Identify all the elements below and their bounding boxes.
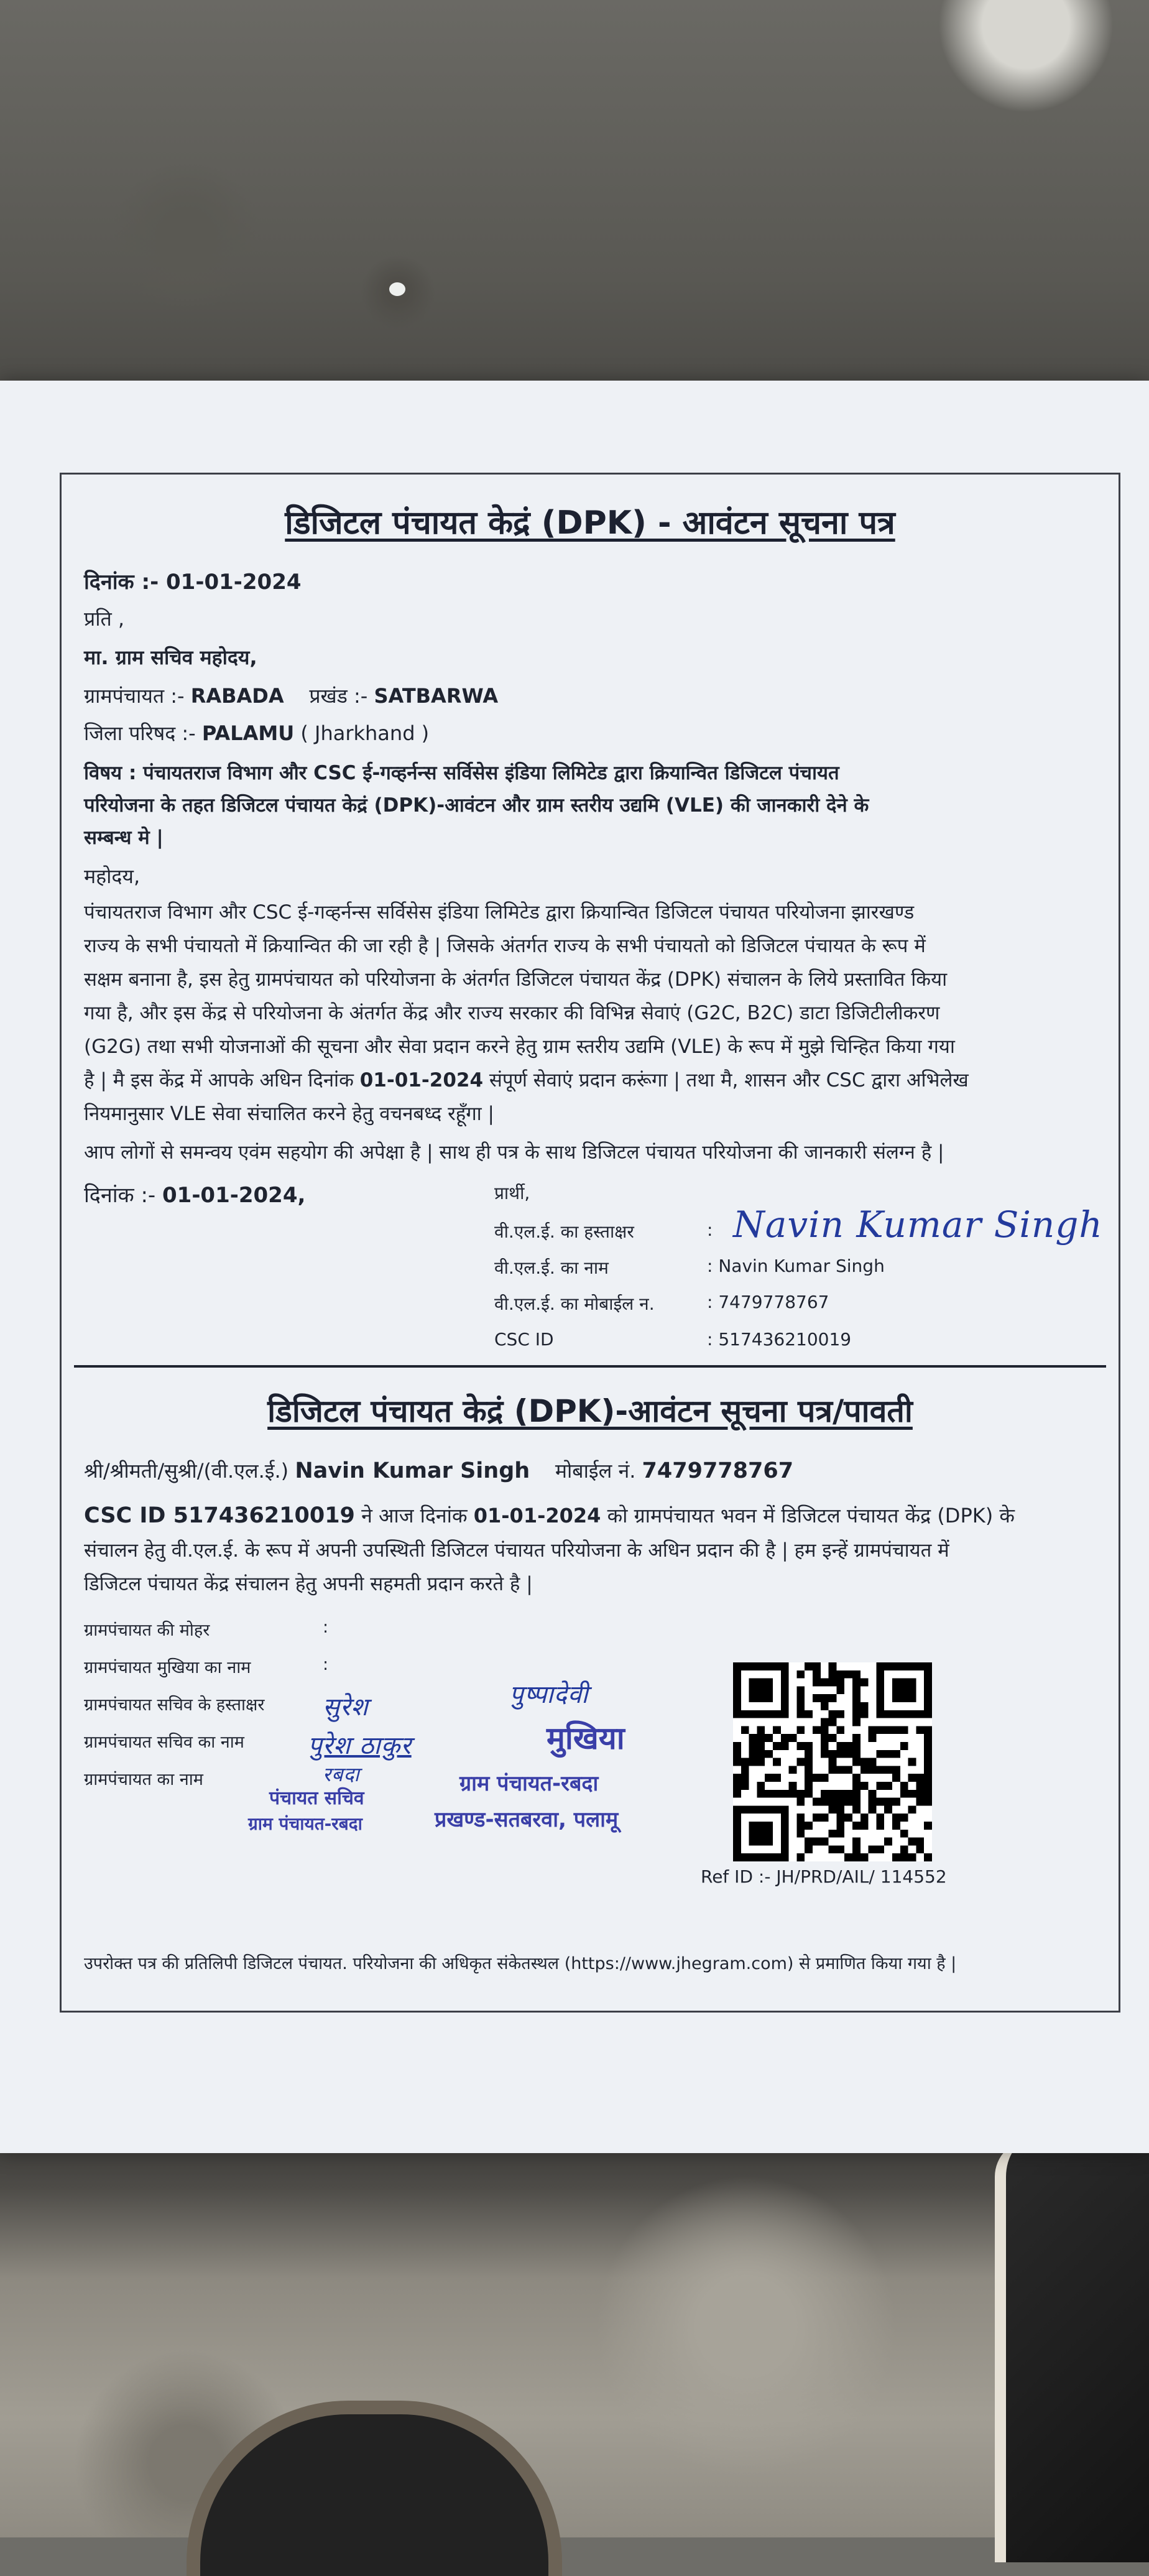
- receipt-rest: को ग्रामपंचायत भवन में डिजिटल पंचायत केंद्र (DPK) के: [607, 1504, 1015, 1527]
- receipt-title: डिजिटल पंचायत केद्रं (DPK)-आवंटन सूचना पत्र/पावती: [267, 1393, 913, 1429]
- receipt-person-line: [84, 1457, 793, 1484]
- secretary-handwriting-3: रबदा: [323, 1763, 360, 1786]
- prati-text: प्रति ,: [84, 607, 125, 631]
- bottom-date-value: 01-01-2024,: [162, 1183, 306, 1208]
- vle-mobile-value: : 7479778767: [707, 1292, 829, 1312]
- receipt-body-line-2: संचालन हेतु वी.एल.ई. के रूप में अपनी उपस्थिती डिजिटल पंचायत परियोजना के अधिन प्रदान की है | हम इन्हें ग्रामपंचायत में: [84, 1539, 949, 1562]
- secretary-handwriting-2: पुरेश ठाकुर: [308, 1731, 412, 1760]
- district-label: जिला परिषद :-: [84, 721, 196, 745]
- district-value: PALAMU: [201, 721, 295, 745]
- csc-id-label: CSC ID: [494, 1329, 554, 1350]
- body-line-1: पंचायतराज विभाग और CSC ई-गव्हर्नन्स सर्विसेस इंडिया लिमिटेड द्वारा क्रियान्वित डिजिटल पंचायत परियोजना झारखण्ड: [84, 901, 915, 924]
- vle-mobile-label: वी.एल.ई. का मोबाईल न.: [494, 1294, 655, 1314]
- person-prefix: श्री/श्रीमती/सुश्री/(वी.एल.ई.): [84, 1459, 289, 1483]
- vle-sign-colon: :: [707, 1220, 713, 1240]
- salutation: महोदय,: [84, 864, 141, 888]
- vle-sign-label: वी.एल.ई. का हस्ताक्षर: [494, 1221, 634, 1242]
- subject-line-3: सम्बन्ध मे |: [84, 827, 164, 849]
- receipt-body-line-3: डिजिटल पंचायत केंद्र संचालन हेतु अपनी सहमती प्रदान करते है |: [84, 1573, 533, 1595]
- document-paper: [0, 381, 1149, 2153]
- mukhiya-stamp-title: मुखिया: [547, 1720, 625, 1756]
- addressee: मा. ग्राम सचिव महोदय,: [84, 646, 257, 669]
- mobile-value: 7479778767: [642, 1458, 794, 1483]
- section-divider: [74, 1365, 1106, 1368]
- mobile-label: मोबाईल नं.: [555, 1459, 636, 1483]
- gram-value: RABADA: [190, 684, 284, 708]
- vle-signature: Navin Kumar Singh: [733, 1203, 1103, 1246]
- body-line-3: सक्षम बनाना है, इस हेतु ग्रामपंचायत को परियोजना के अंतर्गत डिजिटल पंचायत केंद्र (DPK) संचालन के लिये प्रस्तावित किया: [84, 968, 948, 991]
- person-name: Navin Kumar Singh: [295, 1458, 530, 1483]
- secretary-handwriting-1: सुरेश: [323, 1693, 369, 1721]
- field-panchayat-name: ग्रामपंचायत का नाम: [84, 1770, 203, 1789]
- state-value: ( Jharkhand ): [300, 721, 430, 745]
- field-colon-2: :: [323, 1655, 329, 1674]
- block-value: SATBARWA: [374, 684, 499, 708]
- secretary-stamp-line-2: ग्राम पंचायत-रबदा: [248, 1814, 362, 1834]
- receipt-date: 01-01-2024: [473, 1504, 601, 1527]
- gram-label: ग्रामपंचायत :-: [84, 684, 185, 708]
- floor-speck: [389, 282, 405, 296]
- receipt-body-line-1: [84, 1502, 1015, 1529]
- field-secretary-sign: ग्रामपंचायत सचिव के हस्ताक्षर: [84, 1695, 265, 1715]
- floor-background-bottom: [0, 2139, 1149, 2537]
- subject-line-2: परियोजना के तहत डिजिटल पंचायत केद्रं (DPK)-आवंटन और ग्राम स्तरीय उद्यमि (VLE) की जानकारी देने के: [84, 794, 869, 817]
- receipt-mid: ने आज दिनांक: [361, 1504, 468, 1527]
- bottom-date-label: दिनांक :-: [84, 1183, 156, 1208]
- closing-line: आप लोगों से समन्वय एवंम सहयोग की अपेक्षा है | साथ ही पत्र के साथ डिजिटल पंचायत परियोजना की जानकारी संलग्न है |: [84, 1141, 944, 1164]
- field-mukhiya-name: ग्रामपंचायत मुखिया का नाम: [84, 1658, 251, 1677]
- body-line-6: [84, 1067, 969, 1093]
- mukhiya-stamp-line-2: ग्राम पंचायत-रबदा: [459, 1771, 599, 1796]
- gram-panchayat-line: [84, 682, 498, 709]
- mukhiya-stamp-line-3: प्रखण्ड-सतबरवा, पलामू: [435, 1807, 619, 1832]
- csc-id-value: : 517436210019: [707, 1329, 852, 1350]
- field-seal: ग्रामपंचायत की मोहर: [84, 1621, 210, 1640]
- field-secretary-name: ग्रामपंचायत सचिव का नाम: [84, 1733, 244, 1752]
- notice-title: डिजिटल पंचायत केद्रं (DPK) - आवंटन सूचना पत्र: [285, 504, 895, 542]
- district-line: [84, 720, 429, 746]
- body-line-4: गया है, और इस केंद्र से परियोजना के अंतर्गत केंद्र और राज्य सरकार की विभिन्न सेवाएं (G2C, B2C) डाटा डिजिटीलीकरण: [84, 1002, 940, 1024]
- floor-background-top: [0, 0, 1149, 398]
- notice-date: दिनांक :- 01-01-2024: [84, 570, 302, 595]
- qr-code: [733, 1662, 932, 1861]
- mukhiya-handwriting: पुष्पादेवी: [509, 1680, 589, 1709]
- shoe-right: [995, 2139, 1149, 2562]
- subject-line-1: विषय : पंचायतराज विभाग और CSC ई-गव्हर्नन्स सर्विसेस इंडिया लिमिटेड द्वारा क्रियान्वित डिजिटल पंचायत: [84, 762, 839, 784]
- document-frame: [60, 473, 1120, 2013]
- body-line-6b: संपूर्ण सेवाएं प्रदान करूंगा | तथा मै, शासन और CSC द्वारा अभिलेख: [489, 1069, 969, 1091]
- block-label: प्रखंड :-: [309, 684, 368, 708]
- body-line-6a: है | मै इस केंद्र में आपके अधिन दिनांक: [84, 1069, 354, 1091]
- vle-name-label: वी.एल.ई. का नाम: [494, 1258, 609, 1278]
- body-line-7: नियमानुसार VLE सेवा संचालित करने हेतु वचनबध्द रहूँगा |: [84, 1103, 494, 1125]
- receipt-csc-id: CSC ID 517436210019: [84, 1503, 355, 1528]
- body-line-2: राज्य के सभी पंचायतो में क्रियान्वित की जा रही है | जिसके अंतर्गत राज्य के सभी पंचायतो को डिजिटल पंचायत के रूप में: [84, 935, 926, 957]
- body-line-5: (G2G) तथा सभी योजनाओं की सूचना और सेवा प्रदान करने हेतु ग्राम स्तरीय उद्यमि (VLE) के रूप में मुझे चिन्हित किया गया: [84, 1035, 955, 1058]
- field-colon-1: :: [323, 1618, 329, 1637]
- secretary-stamp-line-1: पंचायत सचिव: [269, 1787, 364, 1809]
- body-line-6-date: 01-01-2024: [359, 1069, 484, 1091]
- bottom-date: [84, 1180, 305, 1208]
- vle-name-value: : Navin Kumar Singh: [707, 1256, 885, 1276]
- applicant-label: प्रार्थी,: [494, 1183, 530, 1203]
- ref-id: Ref ID :- JH/PRD/AIL/ 114552: [701, 1866, 947, 1887]
- footer-note: उपरोक्त पत्र की प्रतिलिपी डिजिटल पंचायत. परियोजना की अधिकृत संकेतस्थल (https://www.jhegram.com) से प्रमाणित किया गया है |: [84, 1954, 957, 1973]
